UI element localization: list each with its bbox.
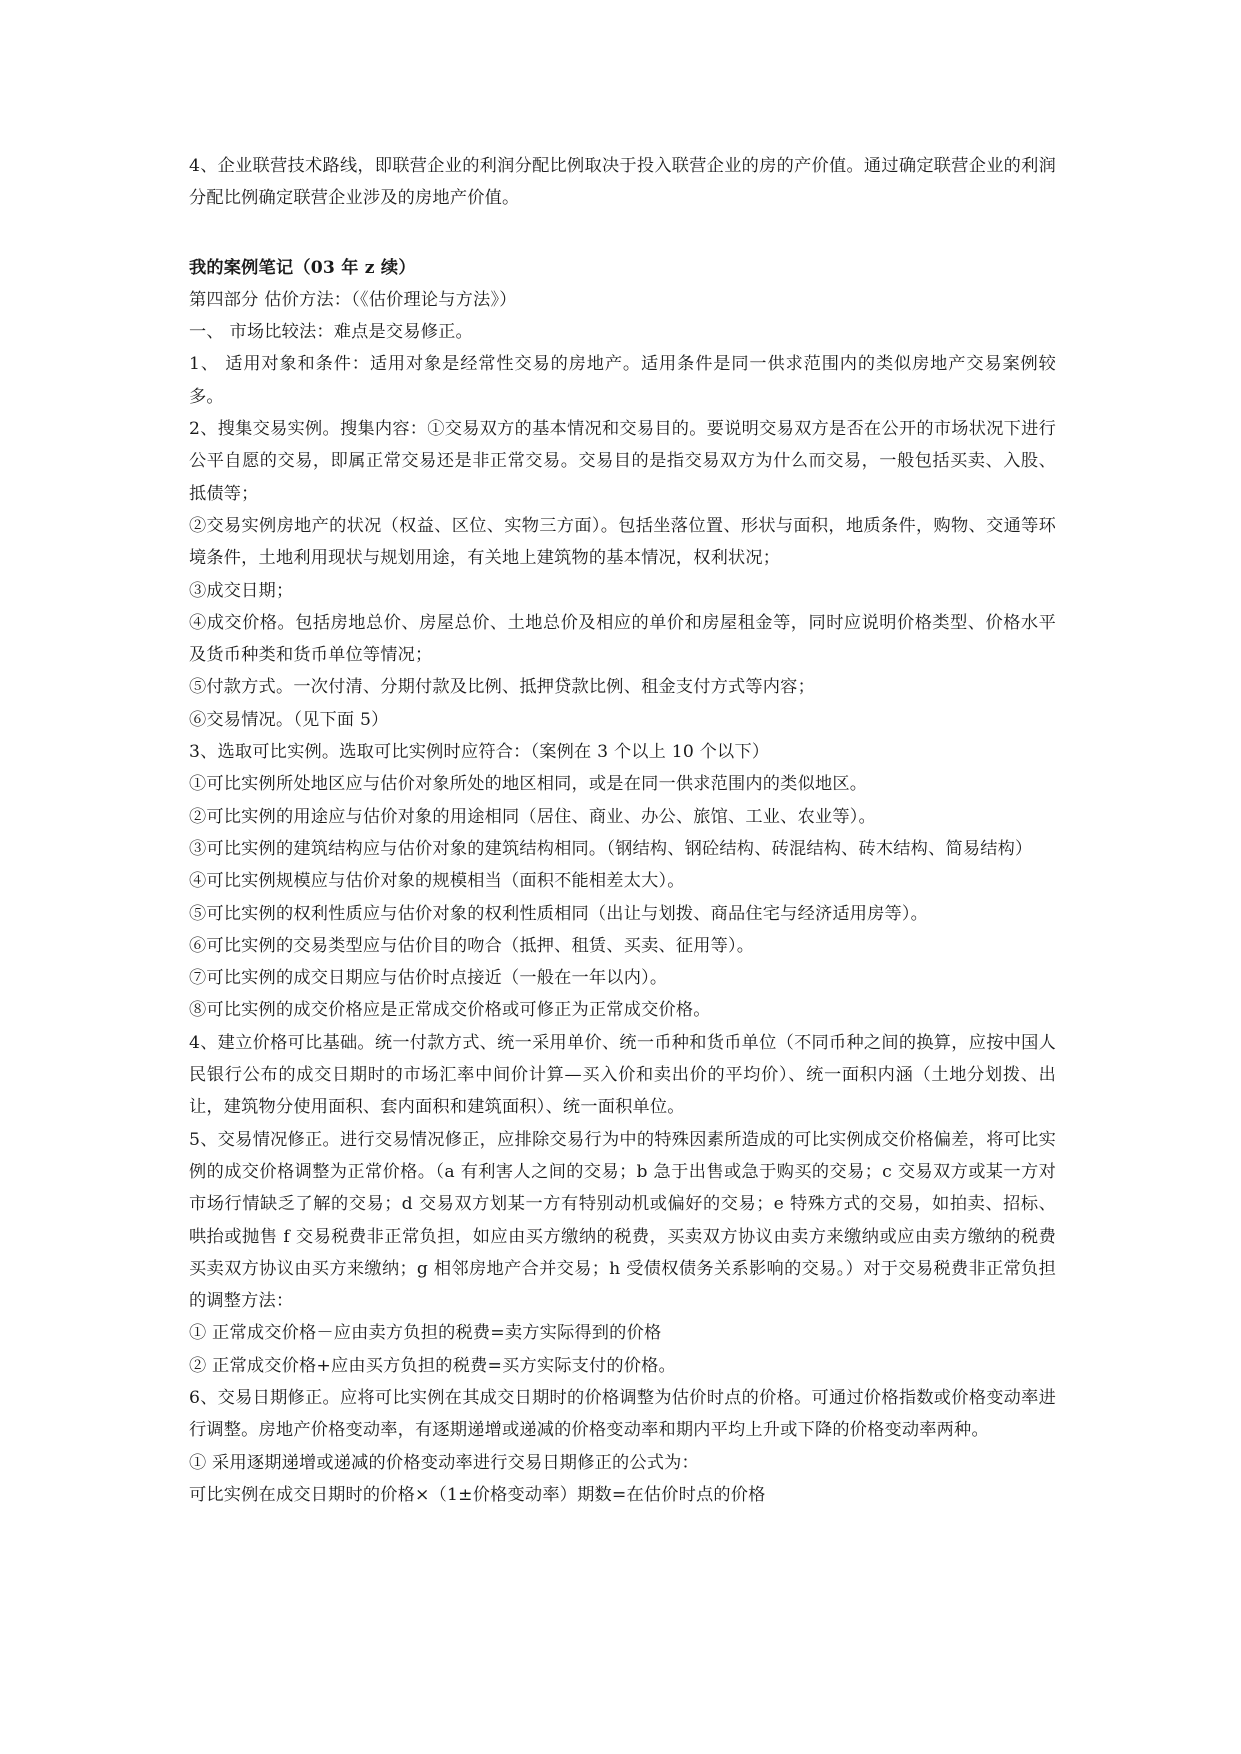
formula-intro: ① 采用逐期递增或递减的价格变动率进行交易日期修正的公式为：	[189, 1452, 699, 1473]
list-item-deal-date: ⑦可比实例的成交日期应与估价时点接近（一般在一年以内）。	[189, 968, 668, 989]
list-item-scale: ④可比实例规模应与估价对象的规模相当（面积不能相差太大）。	[189, 871, 685, 892]
method-title: 一、 市场比较法：难点是交易修正。	[189, 322, 473, 343]
paragraph-deal-price: ④成交价格。包括房地总价、房屋总价、土地总价及相应的单价和房屋租金等，同时应说明价格类型、价格水平及货币种类和货币单位等情况；	[189, 612, 1056, 666]
formula-seller-price: ① 正常成交价格－应由卖方负担的税费=卖方实际得到的价格	[189, 1323, 662, 1344]
paragraph-collect-cases: 2、搜集交易实例。搜集内容：①交易双方的基本情况和交易目的。要说明交易双方是否在公开的市场状况下进行公平自愿的交易，即属正常交易还是非正常交易。交易目的是指交易双方为什么而交易，一般包括买卖、入股、抵债等；	[189, 419, 1056, 504]
list-item-rights: ⑤可比实例的权利性质应与估价对象的权利性质相同（出让与划拨、商品住宅与经济适用房等）。	[189, 903, 929, 924]
document-body	[189, 150, 1056, 1511]
list-item-usage: ②可比实例的用途应与估价对象的用途相同（居住、商业、办公、旅馆、工业、农业等）。	[189, 806, 876, 827]
paragraph-applicability: 1、 适用对象和条件：适用对象是经常性交易的房地产。适用条件是同一供求范围内的类似房地产交易案例较多。	[189, 354, 1056, 407]
formula-buyer-price: ② 正常成交价格+应由买方负担的税费=买方实际支付的价格。	[189, 1355, 676, 1376]
list-item-region: ①可比实例所处地区应与估价对象所处的地区相同，或是在同一供求范围内的类似地区。	[189, 774, 868, 795]
intro-paragraph: 4、企业联营技术路线，即联营企业的利润分配比例取决于投入联营企业的房的产价值。通过确定联营企业的利润分配比例确定联营企业涉及的房地产价值。	[189, 156, 1056, 209]
paragraph-property-status: ②交易实例房地产的状况（权益、区位、实物三方面）。包括坐落位置、形状与面积，地质条件，购物、交通等环境条件，土地利用现状与规划用途，有关地上建筑物的基本情况，权利状况；	[189, 515, 1056, 569]
list-item-structure: ③可比实例的建筑结构应与估价对象的建筑结构相同。（钢结构、钢砼结构、砖混结构、砖木结构、简易结构）	[189, 838, 1033, 859]
paragraph-deal-situation: ⑥交易情况。（见下面 5）	[189, 709, 389, 730]
paragraph-deal-date: ③成交日期；	[189, 580, 294, 601]
list-item-deal-price: ⑧可比实例的成交价格应是正常成交价格或可修正为正常成交价格。	[189, 1000, 711, 1021]
list-item-deal-type: ⑥可比实例的交易类型应与估价目的吻合（抵押、租赁、买卖、征用等）。	[189, 935, 755, 956]
paragraph-price-basis: 4、建立价格可比基础。统一付款方式、统一采用单价、统一币种和货币单位（不同币种之间的换算，应按中国人民银行公布的成交日期时的市场汇率中间价计算—买入价和卖出价的平均价）、统一面积内涵（土地分划拨、出让，建筑物分使用面积、套内面积和建筑面积）、统一面积单位。	[189, 1032, 1056, 1118]
part-title: 第四部分 估价方法：（《估价理论与方法》）	[189, 289, 517, 310]
section-heading: 我的案例笔记（03 年 z 续）	[189, 257, 416, 278]
paragraph-payment-method: ⑤付款方式。一次付清、分期付款及比例、抵押贷款比例、租金支付方式等内容；	[189, 677, 815, 698]
paragraph-situation-correction: 5、交易情况修正。进行交易情况修正，应排除交易行为中的特殊因素所造成的可比实例成交价格偏差，将可比实例的成交价格调整为正常价格。（a 有利害人之间的交易；b 急于出售或急于购买的交易；c 交易双方或某一方对市场行情缺乏了解的交易；d 交易双方划某一方有特别动机或偏好的交易；e 特殊方式的交易，如拍卖、招标、哄抬或抛售 f 交易税费非正常负担，如应由买方缴纳的税费，买卖双方协议由卖方来缴纳或应由卖方缴纳的税费买卖双方协议由买方来缴纳；g 相邻房地产合并交易；h 受债权债务关系影响的交易。）对于交易税费非正常负担的调整方法：	[189, 1129, 1056, 1312]
formula-date-correction: 可比实例在成交日期时的价格×（1±价格变动率）期数=在估价时点的价格	[189, 1484, 766, 1505]
paragraph-date-correction: 6、交易日期修正。应将可比实例在其成交日期时的价格调整为估价时点的价格。可通过价格指数或价格变动率进行调整。房地产价格变动率，有逐期递增或递减的价格变动率和期内平均上升或下降的价格变动率两种。	[189, 1387, 1056, 1441]
paragraph-select-comparables: 3、选取可比实例。选取可比实例时应符合：（案例在 3 个以上 10 个以下）	[189, 742, 770, 763]
